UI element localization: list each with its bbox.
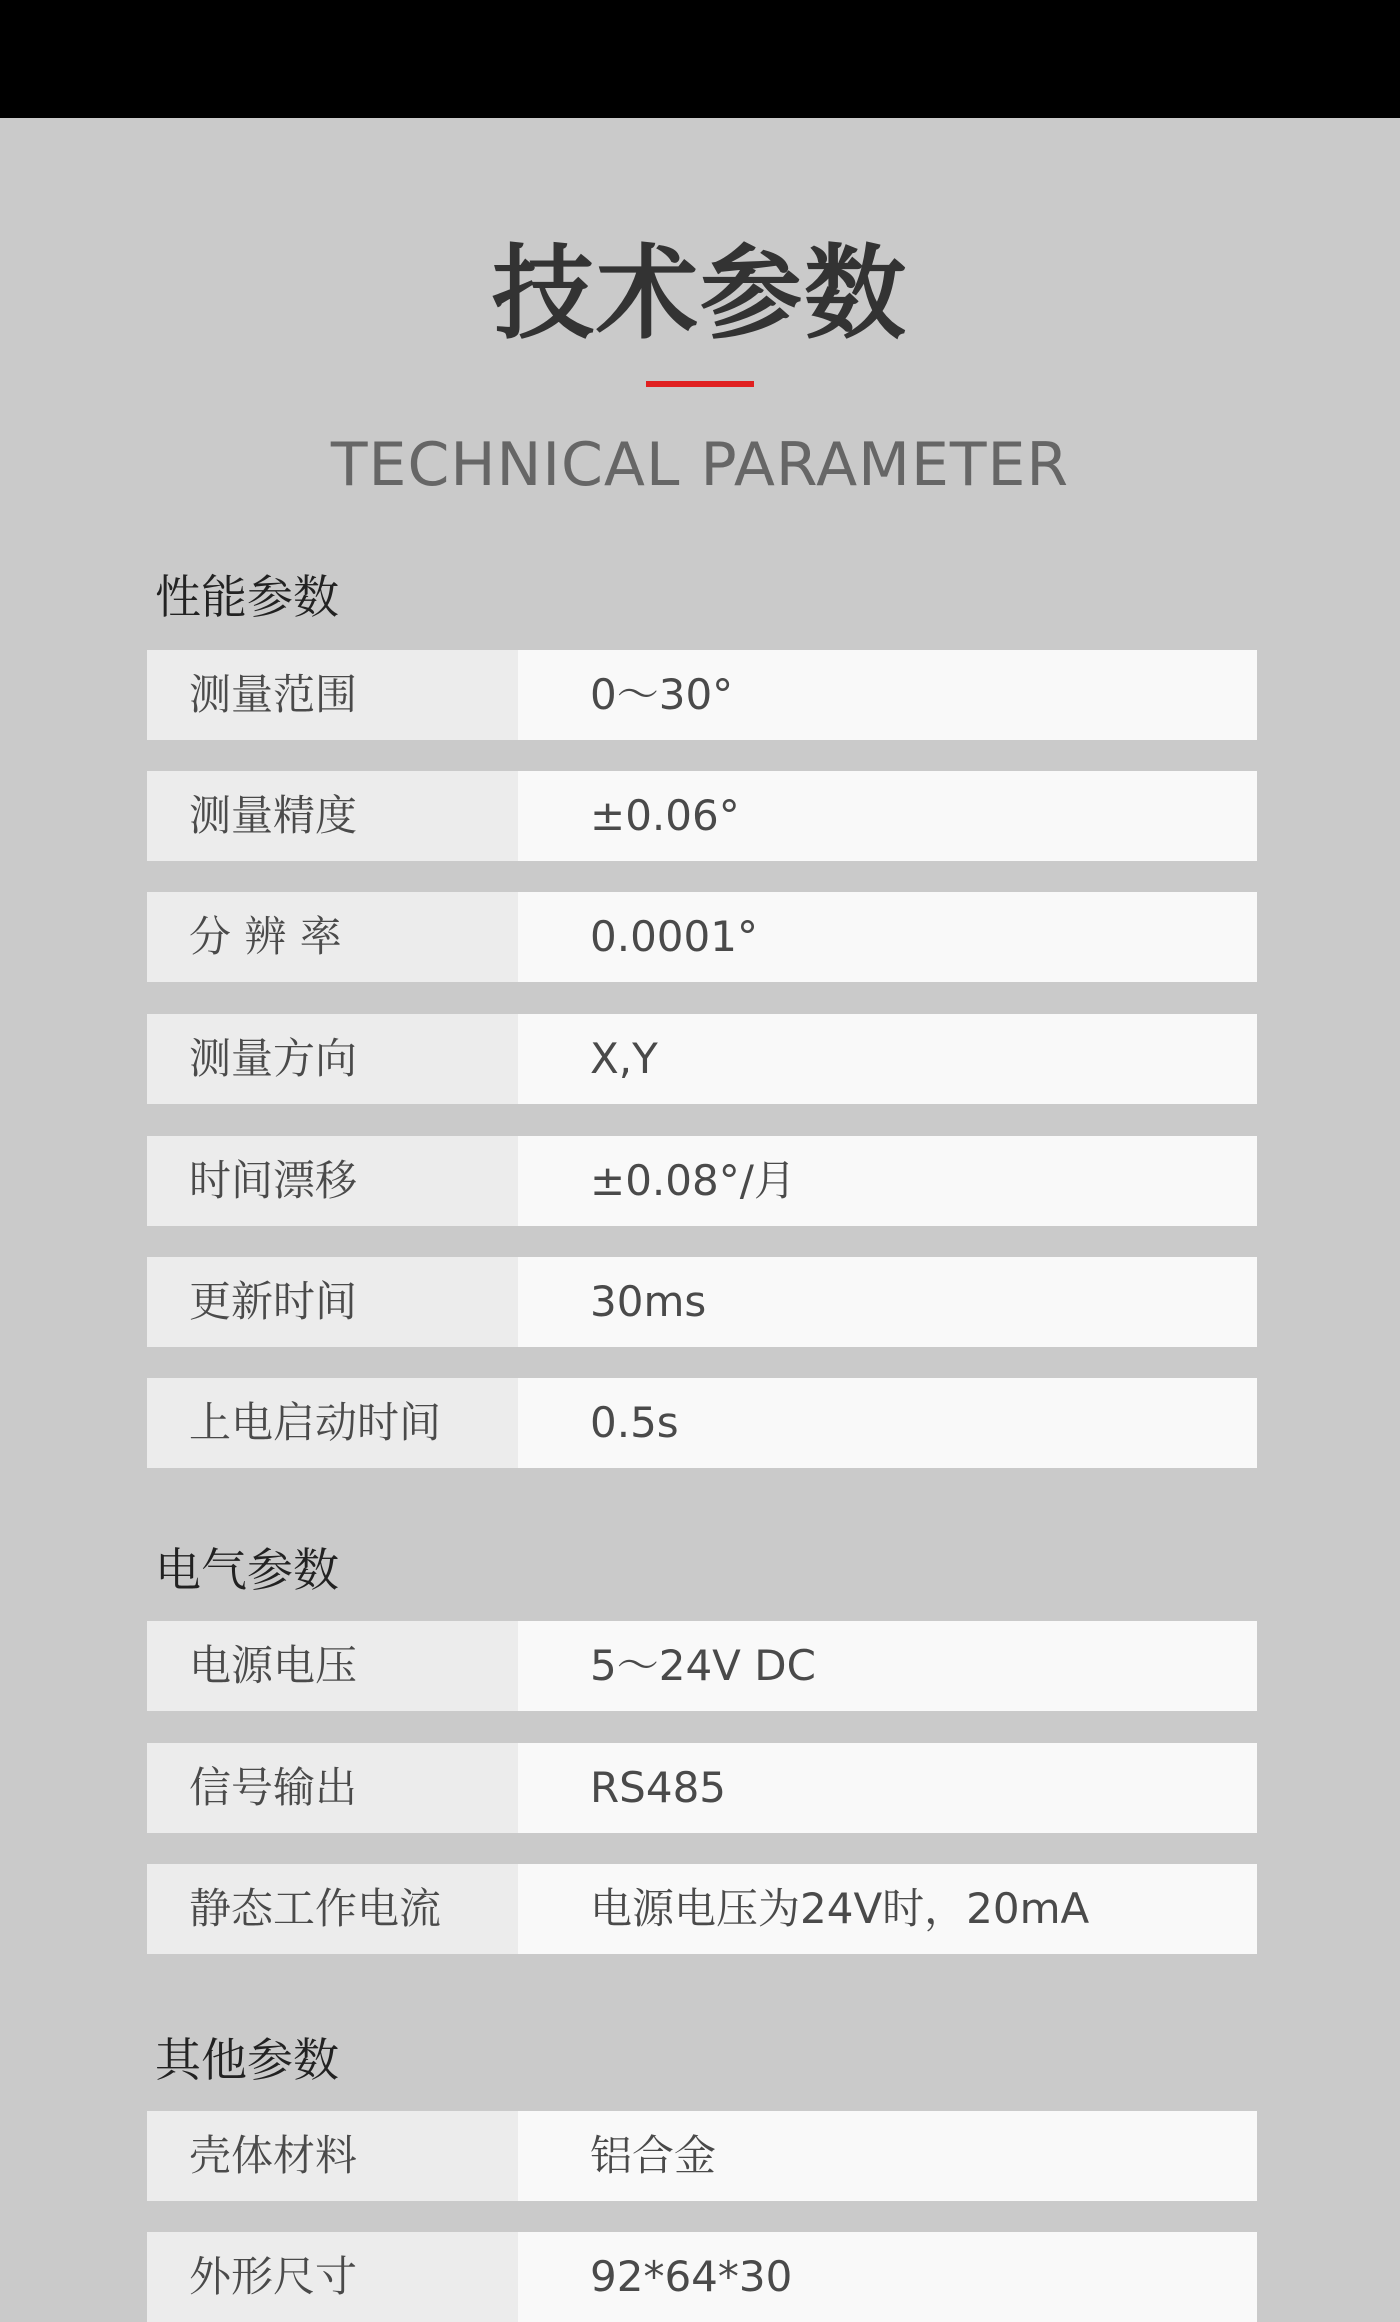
page-title: 技术参数 [492, 235, 908, 354]
section-heading-other: 其他参数 [155, 2033, 339, 2087]
row-value-cell [518, 1136, 1257, 1226]
table-row [147, 1621, 1257, 1711]
row-label: 上电启动时间 [189, 1398, 442, 1447]
row-value-cell [518, 1378, 1257, 1468]
row-label: 更新时间 [189, 1277, 358, 1326]
row-value: ±0.08°/月 [590, 1156, 796, 1205]
table-row [147, 2232, 1257, 2322]
row-label: 测量精度 [189, 791, 358, 840]
row-label: 分 辨 率 [189, 912, 342, 961]
row-label-cell [147, 1257, 518, 1347]
row-value-cell [518, 1014, 1257, 1104]
row-value: ±0.06° [590, 791, 740, 840]
row-value-cell [518, 2111, 1257, 2201]
table-row [147, 2111, 1257, 2201]
row-label-cell [147, 2111, 518, 2201]
table-row [147, 1257, 1257, 1347]
table-row [147, 1378, 1257, 1468]
row-label-cell [147, 771, 518, 861]
row-label: 静态工作电流 [189, 1884, 442, 1933]
row-value: RS485 [590, 1763, 727, 1812]
row-value-cell [518, 1864, 1257, 1954]
row-label-cell [147, 1014, 518, 1104]
table-row [147, 650, 1257, 740]
row-label: 信号输出 [189, 1763, 358, 1812]
row-value-cell [518, 892, 1257, 982]
row-value-cell [518, 1743, 1257, 1833]
row-label: 测量范围 [189, 670, 358, 719]
row-value-cell [518, 1621, 1257, 1711]
table-row [147, 1136, 1257, 1226]
page-subtitle: TECHNICAL PARAMETER [330, 430, 1070, 500]
table-row [147, 771, 1257, 861]
row-label: 时间漂移 [189, 1156, 358, 1205]
row-value-cell [518, 2232, 1257, 2322]
row-label: 测量方向 [189, 1034, 358, 1083]
row-label-cell [147, 1864, 518, 1954]
table-row [147, 892, 1257, 982]
row-value-cell [518, 650, 1257, 740]
row-value: 5～24V DC [590, 1641, 816, 1690]
table-row [147, 1864, 1257, 1954]
row-value: 30ms [590, 1277, 707, 1326]
section-heading-performance: 性能参数 [155, 570, 339, 624]
row-value: 铝合金 [590, 2131, 717, 2180]
row-label-cell [147, 1621, 518, 1711]
row-label: 电源电压 [189, 1641, 358, 1690]
row-label-cell [147, 1378, 518, 1468]
row-label-cell [147, 1743, 518, 1833]
row-value: 0.0001° [590, 912, 758, 961]
row-value: 92*64*30 [590, 2252, 793, 2301]
table-row [147, 1743, 1257, 1833]
table-row [147, 1014, 1257, 1104]
row-value: 0.5s [590, 1398, 679, 1447]
title-underline [646, 381, 754, 387]
top-bar [0, 0, 1400, 118]
row-label-cell [147, 2232, 518, 2322]
row-label: 壳体材料 [189, 2131, 358, 2180]
row-label-cell [147, 892, 518, 982]
row-value-cell [518, 1257, 1257, 1347]
row-value: 电源电压为24V时，20mA [590, 1884, 1090, 1933]
row-value: 0～30° [590, 670, 734, 719]
section-heading-electrical: 电气参数 [155, 1543, 339, 1597]
row-label-cell [147, 650, 518, 740]
row-label: 外形尺寸 [189, 2252, 358, 2301]
row-label-cell [147, 1136, 518, 1226]
row-value: X,Y [590, 1034, 658, 1083]
row-value-cell [518, 771, 1257, 861]
